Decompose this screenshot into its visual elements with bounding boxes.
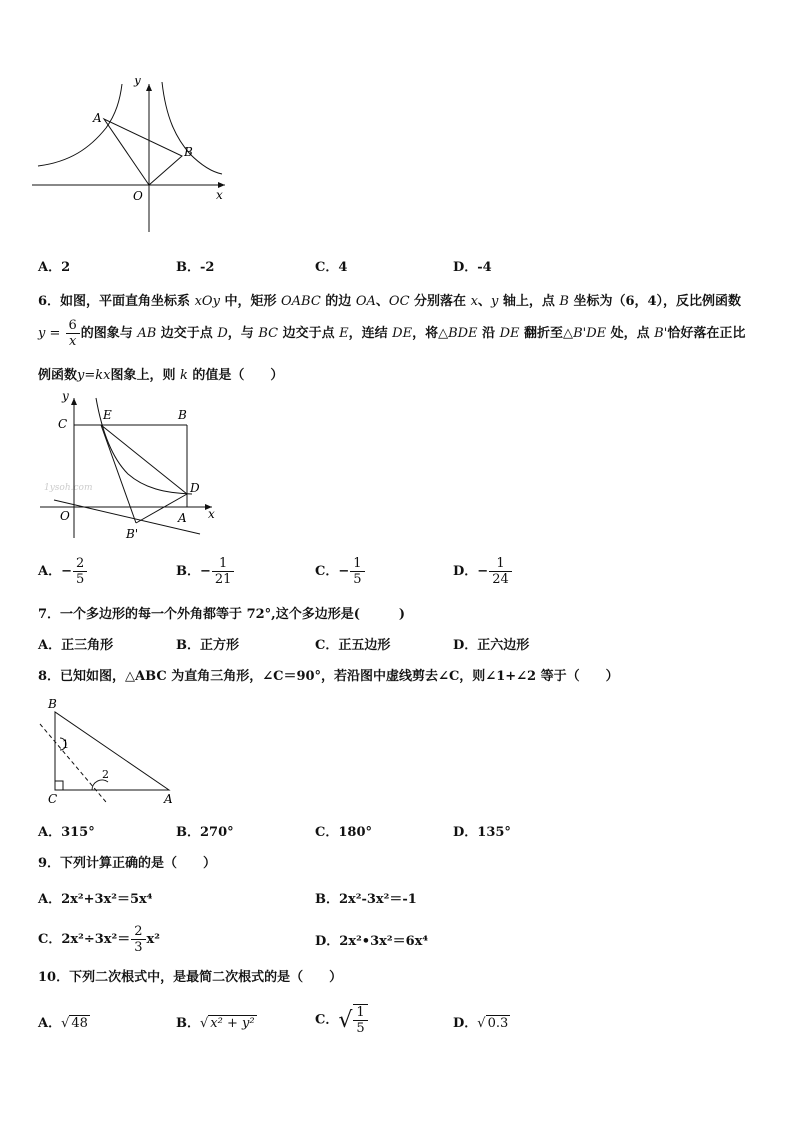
q6-fraction: $\frac{6}{x}$	[66, 318, 80, 349]
q6-option-d: D．− $\frac{1}{24}$	[453, 556, 513, 587]
q8-label-B: B	[48, 697, 57, 711]
q6-y-arrow-icon	[71, 398, 77, 405]
sqrt-icon: √ $\frac{1}{5}$	[338, 1013, 368, 1028]
q8-option-b: B．270°	[176, 825, 234, 840]
q8-label-C: C	[48, 792, 58, 806]
q8-stem: 8．已知如图，△ABC 为直角三角形，∠C＝90°，若沿图中虚线剪去∠C，则∠1+∠2 等于（ ）	[38, 669, 619, 684]
q6-watermark: 1ysoh.com	[44, 483, 93, 493]
q5-label-x: x	[216, 188, 223, 202]
q10-option-b: B．√ x² + y²	[176, 1016, 255, 1031]
q5-label-O: O	[133, 189, 143, 203]
q10-option-a: A．√ 48	[38, 1016, 88, 1031]
q7-option-d: D．正六边形	[453, 638, 530, 653]
q9-option-a: A．2x²+3x²＝5x⁴	[38, 892, 153, 907]
q9-option-c: C．2x²÷3x²＝ $\frac{2}{3}$ x²	[38, 924, 160, 955]
sqrt-icon: √ 48	[61, 1016, 88, 1031]
q5-label-B: B	[184, 145, 193, 159]
q7-option-a: A．正三角形	[38, 638, 114, 653]
q5-option-c: C．4	[315, 260, 348, 275]
q8-right-angle-mark	[55, 781, 63, 790]
q6-stem-line1: 6．如图，平面直角坐标系 xOy 中，矩形 OABC 的边 OA、OC 分别落在 x、y 轴上，点 B 坐标为（6，4），反比例函数	[38, 294, 742, 309]
q6-label-x: x	[208, 507, 215, 521]
q6-label-O: O	[60, 509, 70, 523]
q5-figure	[30, 78, 235, 236]
q6-figure	[32, 392, 222, 542]
q6-stem-line2: y = $\frac{6}{x}$ 的图象与 AB 边交于点 D，与 BC 边交于点 E，连结 DE，将△BDE 沿 DE 翻折至△B'DE 处，点 B'恰好落在正比	[38, 318, 746, 349]
q6-segment-ebp	[101, 425, 136, 523]
q6-label-C: C	[58, 417, 68, 431]
q6-label-E: E	[103, 408, 112, 422]
q8-option-c: C．180°	[315, 825, 372, 840]
q6-label-y: y	[62, 392, 69, 403]
q9-option-b: B．2x²-3x²＝-1	[315, 892, 417, 907]
q6-label-A: A	[178, 511, 187, 525]
q8-figure	[36, 694, 181, 809]
q8-option-a: A．315°	[38, 825, 95, 840]
q6-label-Bp: B'	[126, 527, 139, 541]
q8-label-1: 1	[62, 738, 69, 751]
q8-label-A: A	[164, 792, 173, 806]
q8-triangle	[55, 712, 169, 790]
q7-option-c: C．正五边形	[315, 638, 391, 653]
q8-label-2: 2	[102, 768, 109, 781]
q5-hyperbola-right	[162, 82, 222, 174]
q10-stem: 10．下列二次根式中，是最简二次根式的是（ ）	[38, 970, 343, 985]
q6-option-b: B．− $\frac{1}{21}$	[176, 556, 235, 587]
q5-y-arrow-icon	[146, 84, 152, 91]
q5-label-y: y	[134, 78, 141, 87]
q6-segment-de	[101, 425, 187, 494]
q5-option-b: B．-2	[176, 260, 215, 275]
q7-stem: 7．一个多边形的每一个外角都等于 72°,这个多边形是( )	[38, 607, 405, 622]
q8-option-d: D．135°	[453, 825, 511, 840]
q5-option-d: D．-4	[453, 260, 492, 275]
q6-stem-line3: 例函数y=kx图象上，则 k 的值是（ ）	[38, 368, 284, 383]
q9-stem: 9．下列计算正确的是（ ）	[38, 856, 217, 871]
q5-triangle	[104, 119, 182, 185]
sqrt-icon: √ 0.3	[477, 1016, 509, 1031]
q5-hyperbola-left	[38, 84, 122, 166]
q6-option-c: C．− $\frac{1}{5}$	[315, 556, 366, 587]
q9-option-d: D．2x²•3x²＝6x⁴	[315, 934, 429, 949]
q6-option-a: A．− $\frac{2}{5}$	[38, 556, 88, 587]
q5-option-a: A．2	[38, 260, 71, 275]
q6-label-B: B	[178, 408, 187, 422]
q5-label-A: A	[93, 111, 102, 125]
q6-label-D: D	[190, 481, 200, 495]
q10-option-d: D．√ 0.3	[453, 1016, 509, 1031]
sqrt-icon: √ x² + y²	[200, 1016, 255, 1031]
q7-option-b: B．正方形	[176, 638, 240, 653]
q10-option-c: C．√ $\frac{1}{5}$	[315, 1004, 369, 1036]
